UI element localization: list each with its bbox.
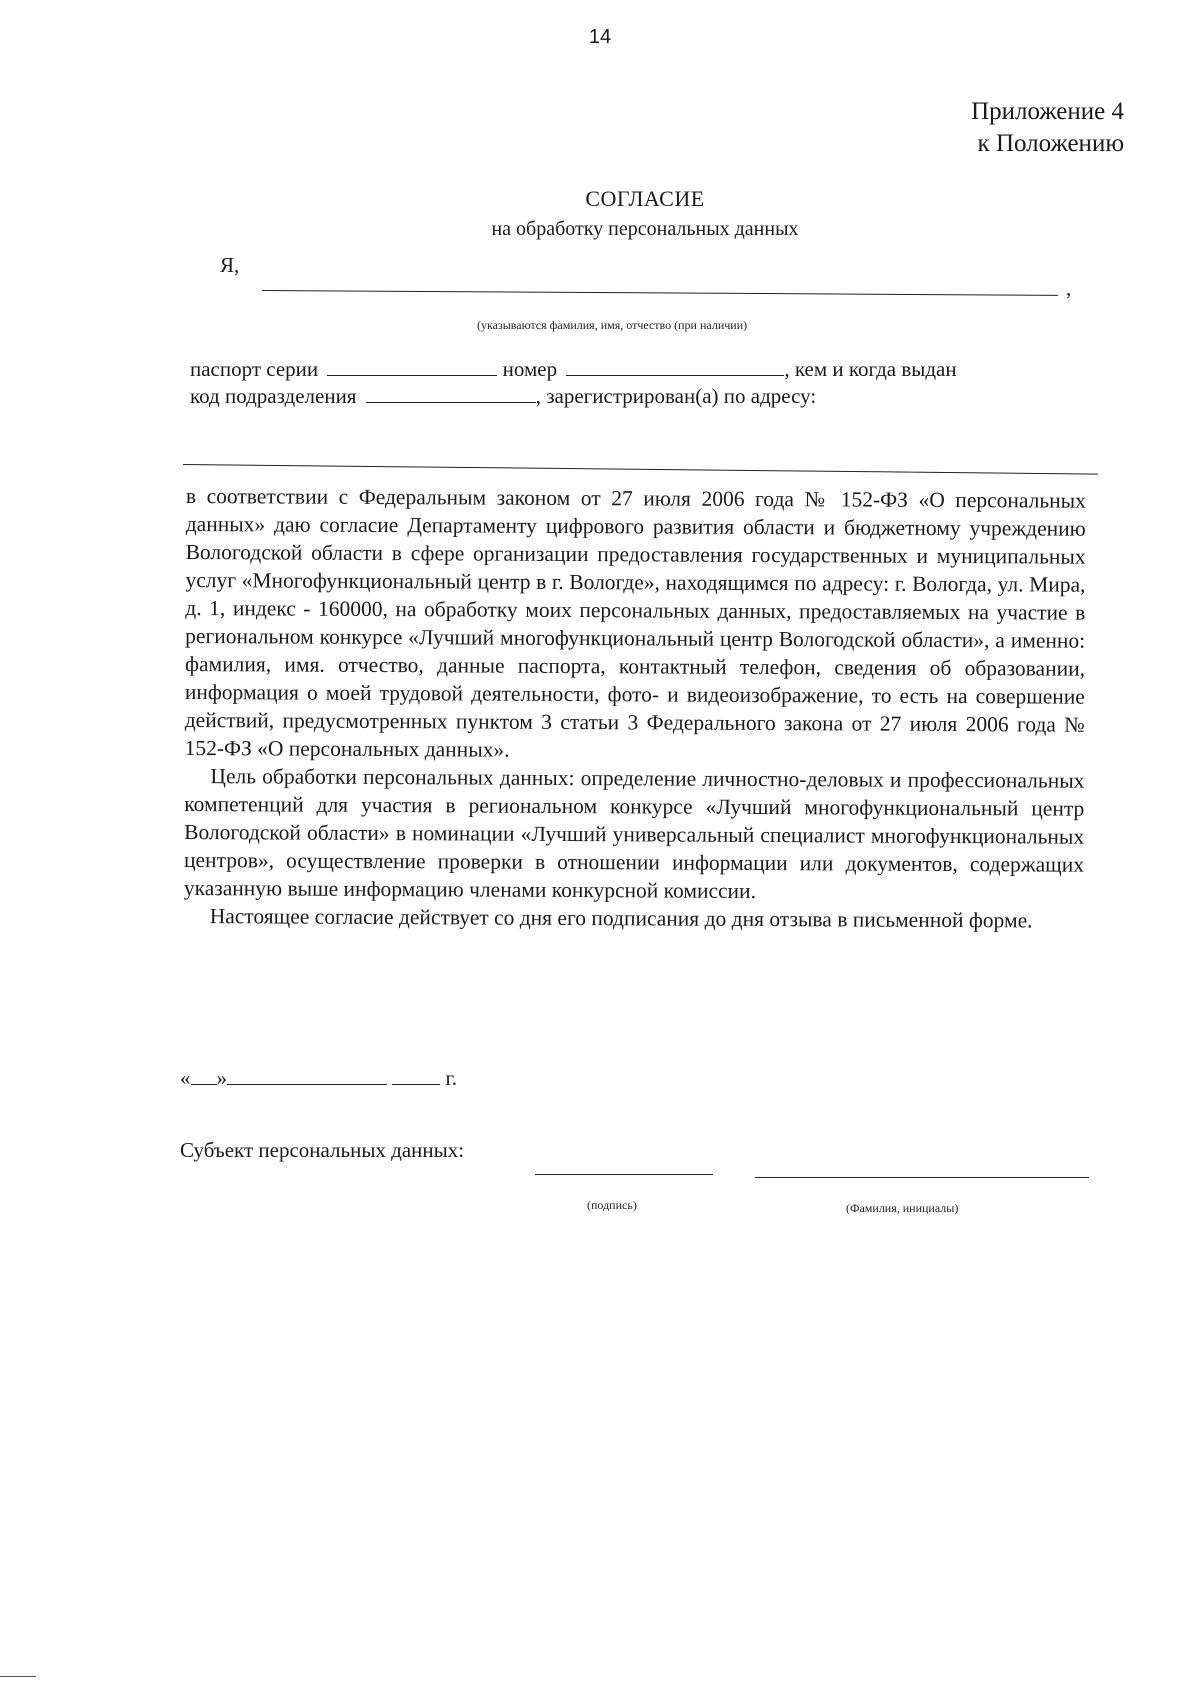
registered-address-label: , зарегистрирован(а) по адресу: [535,384,817,408]
consent-paragraph-3: Настоящее согласие действует со дня его подписания до дня отзыва в письменной форме. [209,904,1033,933]
passport-number-label: номер [502,357,558,381]
year-suffix: г. [445,1066,457,1090]
passport-series-label: паспорт серии [190,357,319,381]
division-code-blank[interactable] [366,382,536,403]
initials-hint: (Фамилия, инициалы) [846,1201,959,1215]
date-open-quote: « [180,1066,191,1090]
passport-number-blank[interactable] [566,355,784,376]
appendix-reference [971,96,1124,160]
passport-issued-label: , кем и когда выдан [784,357,957,381]
passport-row [190,355,957,382]
year-blank[interactable] [392,1064,440,1085]
initials-blank-line[interactable] [755,1177,1089,1178]
date-close-quote: » [216,1066,227,1090]
signature-hint: (подпись) [587,1198,637,1212]
page-number: 14 [588,26,612,48]
month-blank[interactable] [227,1064,387,1085]
name-blank-line[interactable] [262,290,1058,296]
appendix-line-1: Приложение 4 [971,98,1124,125]
name-field-hint: (указываются фамилия, имя, отчество (при наличии) [477,318,748,332]
name-field-label: Я, [220,253,240,277]
day-blank[interactable] [191,1064,217,1085]
passport-series-blank[interactable] [327,355,497,376]
division-code-label: код подразделения [190,384,357,408]
document-title: СОГЛАСИЕ [585,186,705,211]
consent-paragraph-1: в соответствии с Федеральным законом от 27 июля 2006 года № 152-ФЗ «О персональных данных» даю согласие Департаменту цифрового развития области и бюджетному учреждению Вологодской области в сфере организации предоставления государственных и муниципальных услуг «Многофункциональный центр в г. Вологде», находящимся по адресу: г. Вологда, ул. Мира, д. 1, индекс - 160000, на обработку моих персональных данных, предоставляемых на участие в региональном конкурсе «Лучший многофункциональный центр Вологодской области», а именно: фамилия, имя. отчество, данные паспорта, контактный телефон, сведения об образовании, информация о моей трудовой деятельности, фото- и видеоизображение, то есть на совершение действий, предусмотренных пунктом 3 статьи 3 Федерального закона от 27 июля 2006 года № 152-ФЗ «О персональных данных». [184,483,1086,762]
address-blank-line[interactable] [183,464,1098,475]
date-row [180,1064,457,1091]
appendix-line-2: к Положению [977,130,1124,157]
consent-body [184,482,1086,935]
document-subtitle: на обработку персональных данных [491,218,799,240]
division-row [190,382,816,409]
signature-blank-line[interactable] [535,1174,713,1175]
consent-paragraph-2: Цель обработки персональных данных: определение личностно-деловых и профессиональных компетенций для участия в региональном конкурсе «Лучший многофункциональный центр Вологодской области» в номинации «Лучший универсальный специалист многофункциональных центров», осуществление проверки в отношении информации или документов, содержащих указанную выше информацию членами конкурсной комиссии. [183,764,1085,903]
scan-edge-mark [0,1676,36,1677]
subject-label: Субъект персональных данных: [180,1138,465,1162]
name-field-trailing-comma: , [1066,276,1072,300]
